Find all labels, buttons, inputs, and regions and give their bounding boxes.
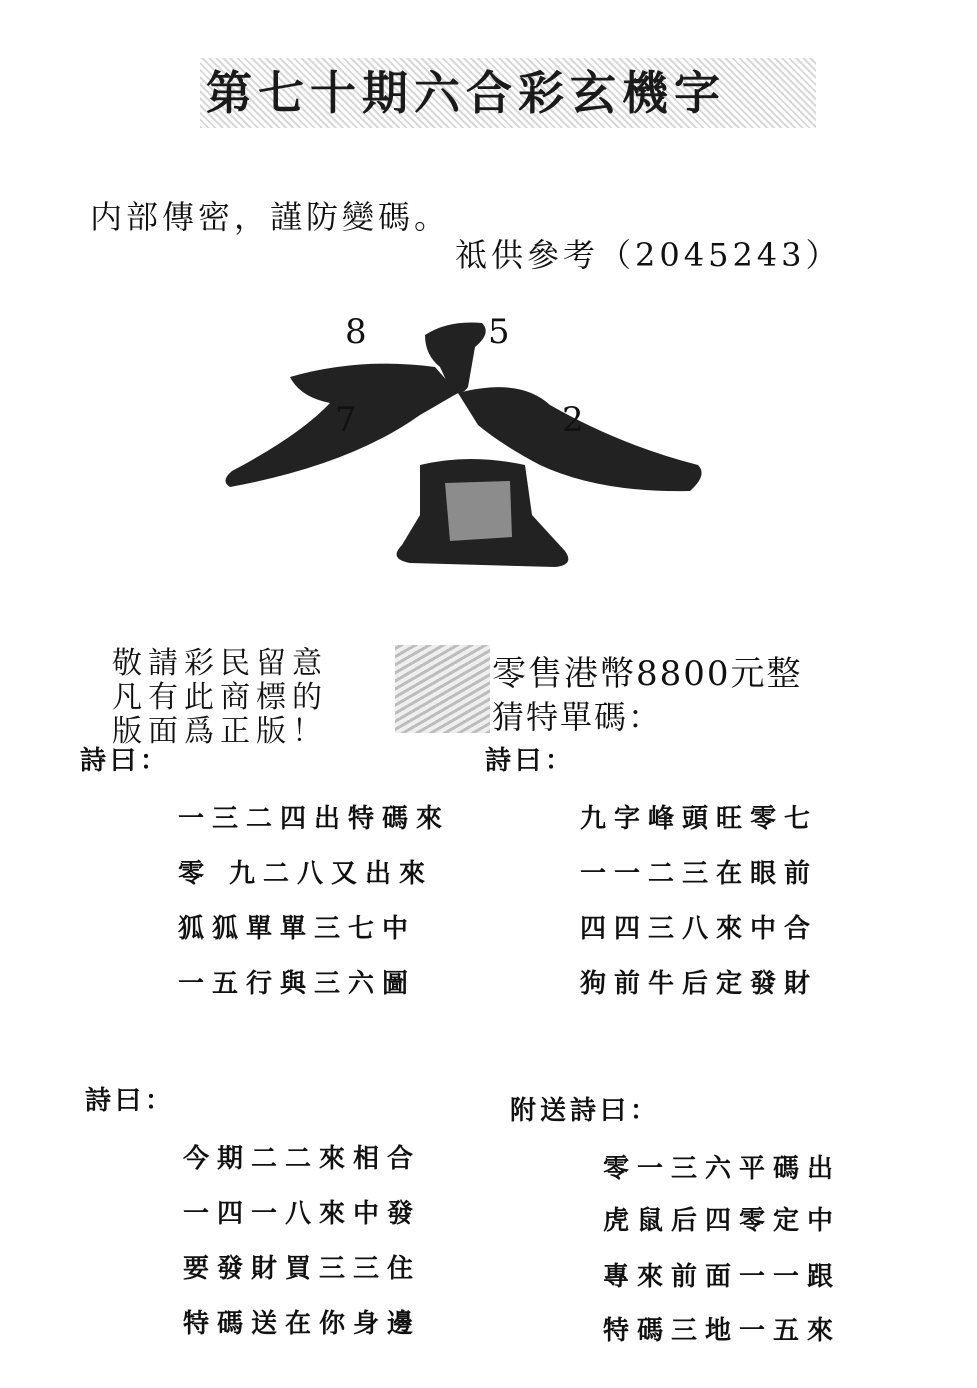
poem-line: 特碼三地一五來 bbox=[603, 1316, 842, 1346]
poem-line: 今期二二來相合 bbox=[183, 1144, 422, 1174]
guess-special-number: 猜特單碼： bbox=[492, 698, 663, 736]
trademark-note-line: 敬請彩民留意 bbox=[112, 646, 328, 681]
logo-stroke-inner bbox=[445, 481, 512, 541]
logo-number-bottom-left: 7 bbox=[335, 400, 357, 440]
poem-line: 狗前牛后定發財 bbox=[580, 969, 819, 999]
trademark-note-line: 凡有此商標的 bbox=[112, 680, 328, 715]
poem-line: 四四三八來中合 bbox=[580, 914, 819, 944]
poem-line: 一五行與三六圖 bbox=[178, 969, 417, 999]
logo-number-top-left: 8 bbox=[345, 312, 367, 352]
trademark-stamp-image bbox=[395, 645, 490, 733]
poem-line: 要發財買三三住 bbox=[183, 1254, 422, 1284]
logo-number-bottom-right: 2 bbox=[562, 400, 584, 440]
poem-line: 虎鼠后四零定中 bbox=[603, 1206, 842, 1236]
poem-line: 零 九二八又出來 bbox=[178, 859, 434, 889]
poem-header: 詩曰： bbox=[85, 1086, 176, 1116]
trademark-note-line: 版面爲正版！ bbox=[112, 714, 328, 749]
poem-line: 九字峰頭旺零七 bbox=[580, 804, 819, 834]
logo-number-top-right: 5 bbox=[488, 312, 510, 352]
poem-line: 一三二四出特碼來 bbox=[178, 804, 451, 834]
poem-header: 詩曰： bbox=[485, 746, 576, 776]
poem-line: 一一二三在眼前 bbox=[580, 859, 819, 889]
page-title: 第七十期六合彩玄機字 bbox=[200, 58, 816, 128]
poem-header: 詩曰： bbox=[80, 746, 171, 776]
retail-price: 零售港幣8800元整 bbox=[492, 654, 803, 694]
reference-notice: 祗供參考（2045243） bbox=[455, 236, 842, 274]
poem-line: 特碼送在你身邊 bbox=[183, 1309, 422, 1339]
confidential-notice: 内部傳密，謹防變碼。 bbox=[90, 198, 451, 236]
poem-line: 零一三六平碼出 bbox=[603, 1154, 842, 1184]
poem-line: 專來前面一一跟 bbox=[603, 1262, 842, 1292]
bonus-poem-header: 附送詩曰： bbox=[510, 1096, 661, 1126]
large-character-logo bbox=[220, 315, 710, 575]
poem-line: 一四一八來中發 bbox=[183, 1199, 422, 1229]
poem-line: 狐狐單單三七中 bbox=[178, 914, 417, 944]
